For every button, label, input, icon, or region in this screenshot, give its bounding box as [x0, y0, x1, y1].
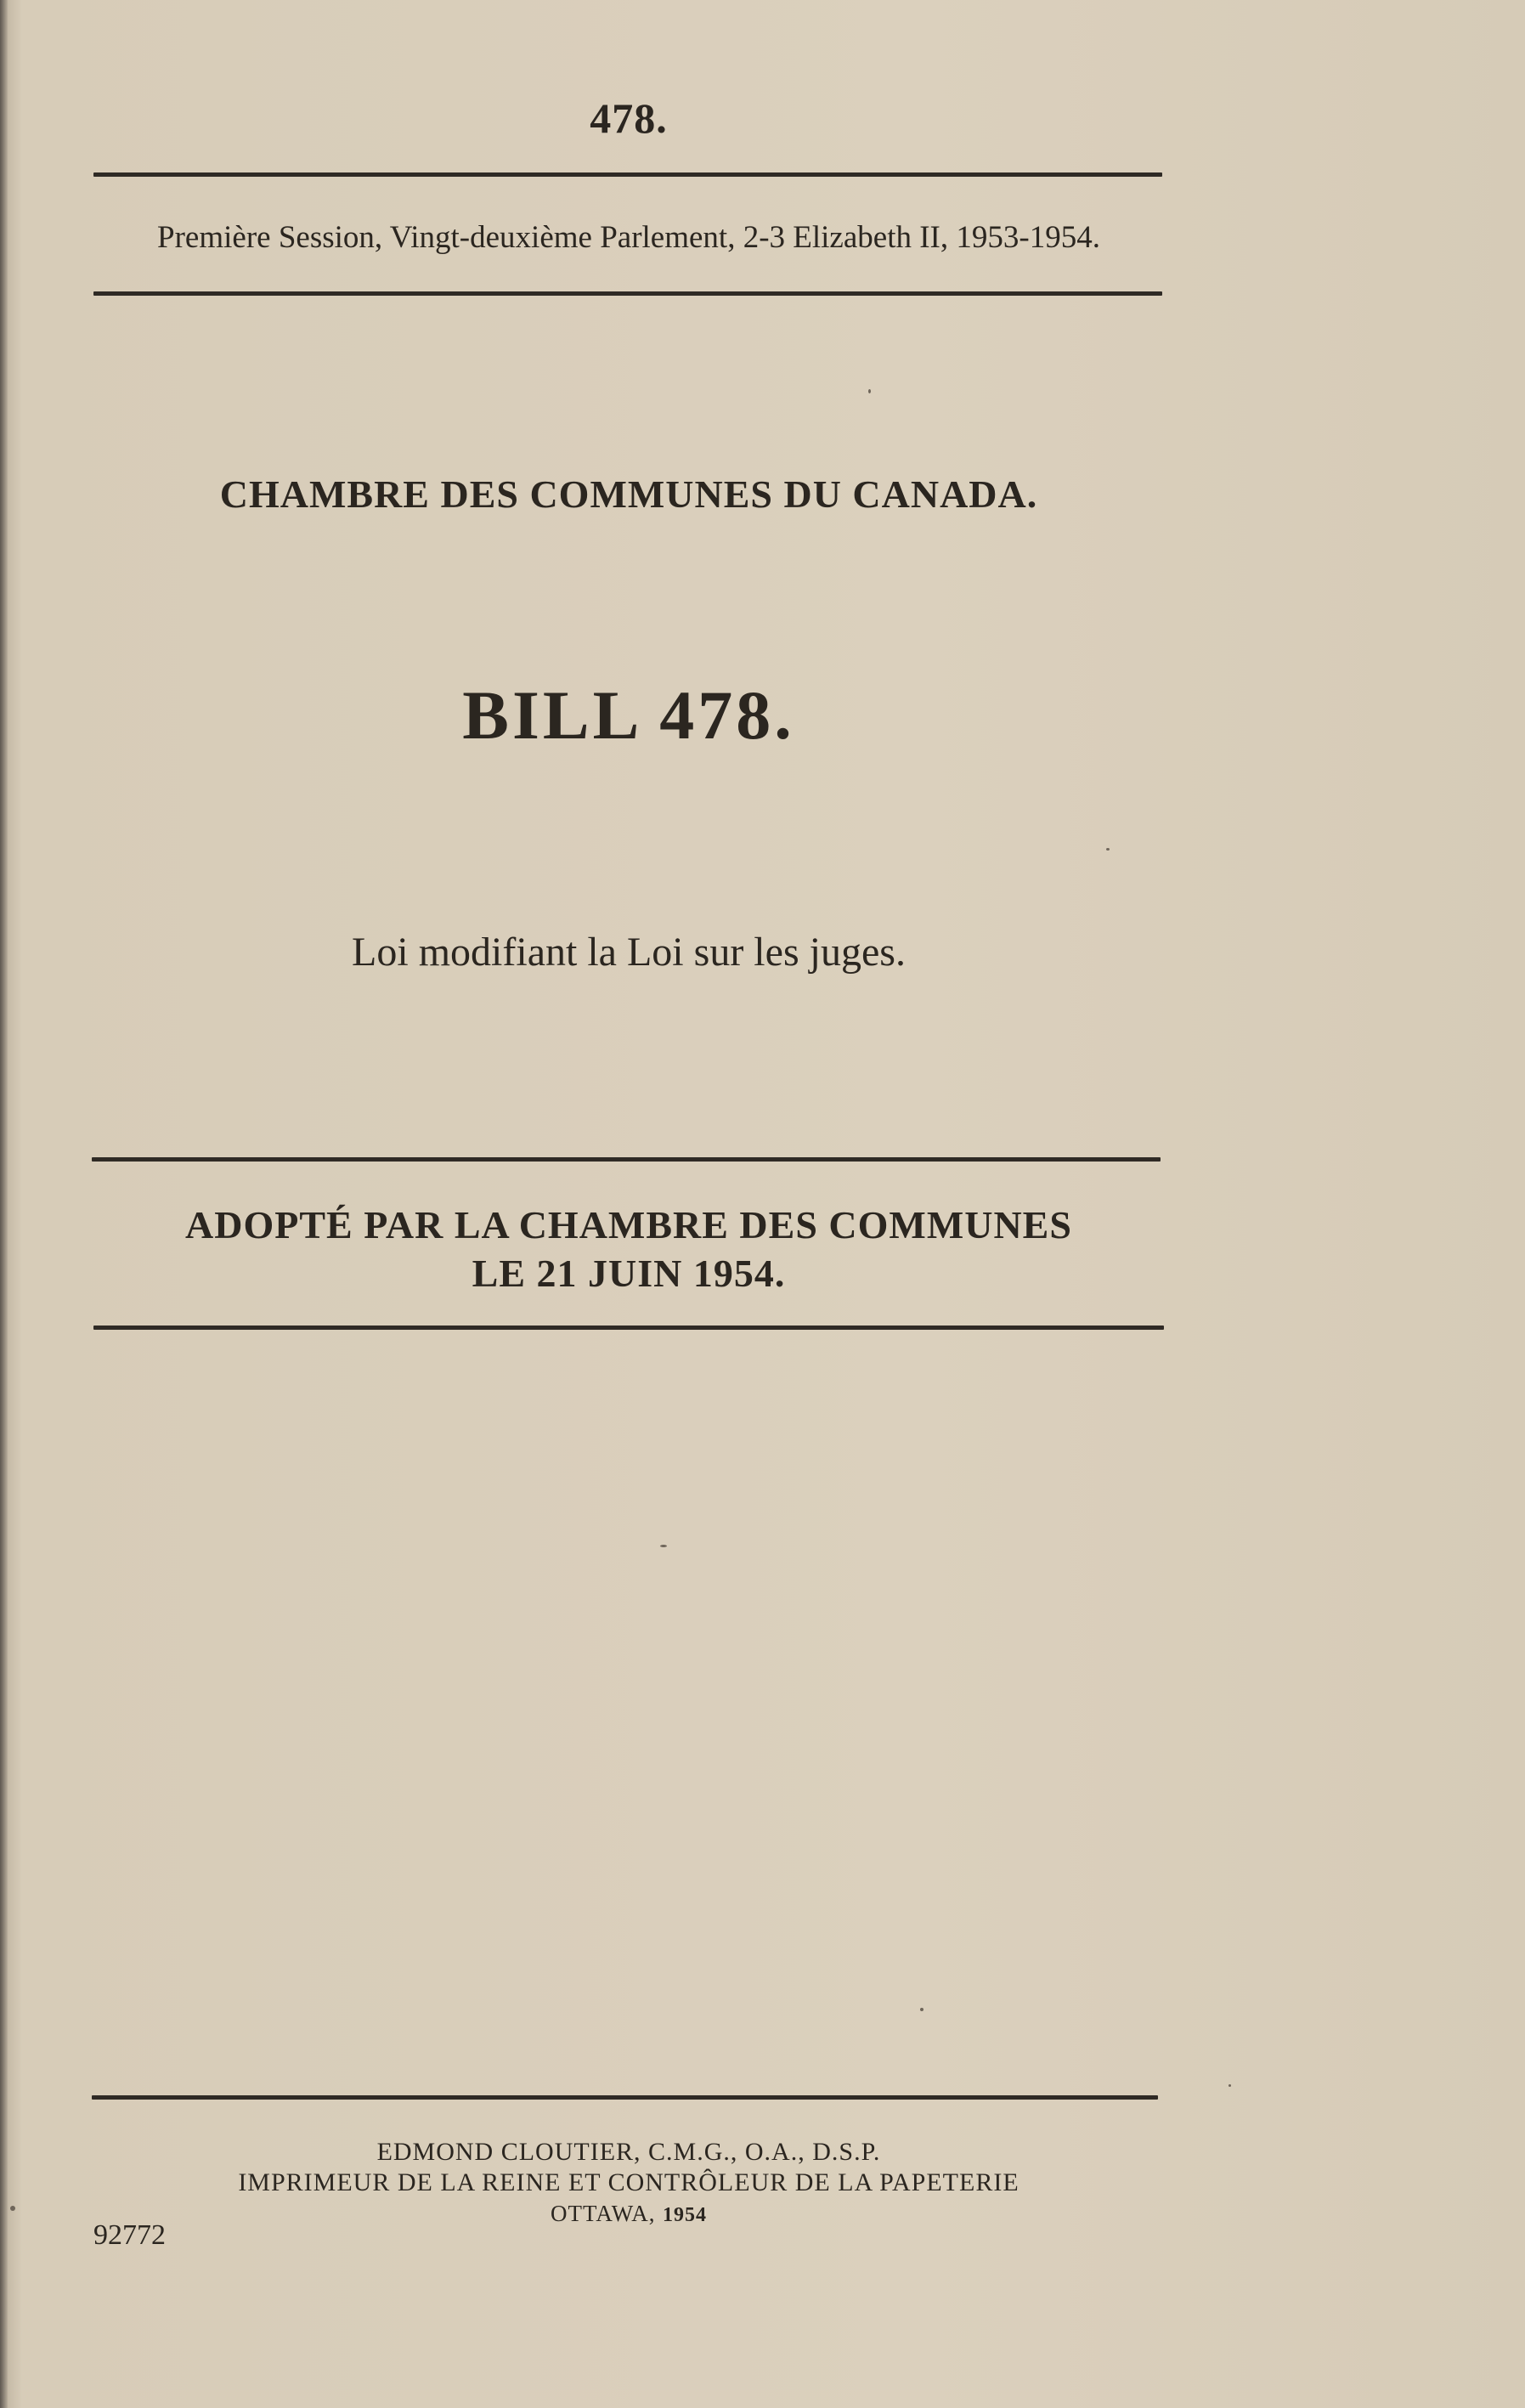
adoption-bottom-rule — [93, 1326, 1164, 1330]
printer-location — [93, 2198, 1164, 2230]
printer-imprint — [93, 2137, 1164, 2230]
adoption-top-rule — [92, 1157, 1161, 1162]
house-title: CHAMBRE DES COMMUNES DU CANADA. — [219, 472, 1038, 516]
session-line: Première Session, Vingt-deuxième Parlement, 2-3 Elizabeth II, 1953-1954. — [157, 220, 1100, 255]
session-rule — [93, 291, 1162, 296]
paper-speck — [10, 2206, 15, 2211]
printer-year: 1954 — [662, 2204, 707, 2226]
printer-name: EDMOND CLOUTIER, C.M.G., O.A., D.S.P. — [376, 2138, 881, 2166]
catalog-number: 92772 — [93, 2219, 166, 2251]
paper-speck — [660, 1545, 667, 1547]
top-rule — [93, 172, 1162, 177]
adopted-line-1: ADOPTÉ PAR LA CHAMBRE DES COMMUNES — [185, 1203, 1072, 1246]
adopted-line-2: LE 21 JUIN 1954. — [472, 1252, 786, 1295]
imprint-rule — [92, 2095, 1158, 2100]
bill-subtitle: Loi modifiant la Loi sur les juges. — [352, 930, 906, 975]
bill-title: BILL 478. — [462, 676, 795, 754]
binding-edge — [0, 0, 8, 2408]
paper-speck — [1106, 848, 1110, 851]
paper-speck — [920, 2008, 923, 2011]
page-number: 478. — [590, 94, 668, 142]
printer-title: IMPRIMEUR DE LA REINE ET CONTRÔLEUR DE LA PAPETERIE — [238, 2168, 1019, 2196]
paper-speck — [1228, 2084, 1231, 2087]
printer-city: OTTAWA, — [551, 2201, 656, 2226]
paper-speck — [868, 389, 871, 393]
